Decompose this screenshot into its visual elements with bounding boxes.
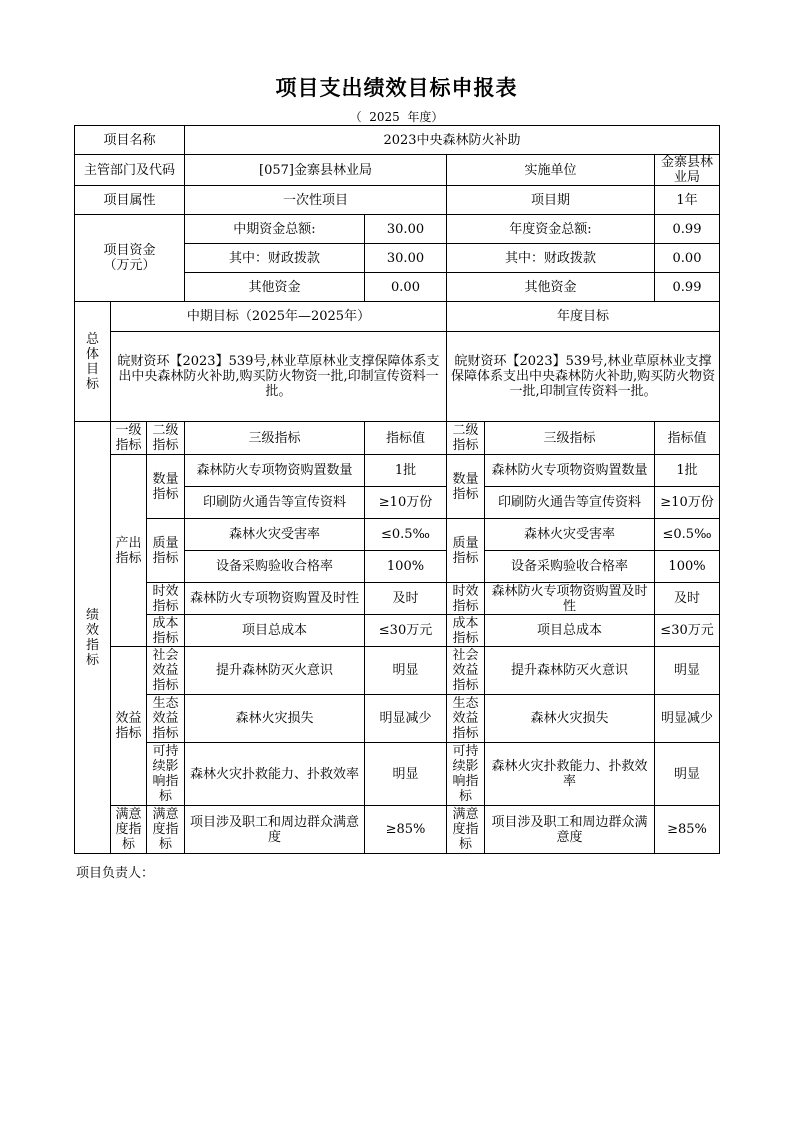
timeliness-indicator: 时效 指标 — [147, 583, 185, 615]
satisfaction-indicator: 满意 度指 标 — [147, 806, 185, 854]
indicator-value: 100% — [365, 551, 447, 583]
indicator-name: 森林防火专项物资购置数量 — [185, 455, 365, 487]
indicator-name-year: 设备采购验收合格率 — [485, 551, 655, 583]
goals-label: 总 体 目 标 — [75, 302, 111, 422]
indicators-label: 绩 效 指 标 — [75, 422, 111, 854]
form-title: 项目支出绩效目标申报表 — [275, 76, 518, 100]
indicator-value: ≤0.5‰ — [365, 519, 447, 551]
indicator-value: ≤30万元 — [365, 615, 447, 647]
impl-unit-value: 金寨县林业局 — [655, 155, 720, 186]
social-benefit-indicator: 社会 效益 指标 — [147, 647, 185, 695]
quantity-indicator: 数量 指标 — [147, 455, 185, 519]
performance-target-form — [74, 125, 720, 854]
indicator-name-year: 森林火灾损失 — [485, 695, 655, 743]
indicator-value-year: 100% — [655, 551, 720, 583]
timeliness-indicator-year: 时效 指标 — [447, 583, 485, 615]
project-name-label: 项目名称 — [75, 126, 185, 155]
project-attr-label: 项目属性 — [75, 186, 185, 215]
indicator-value-year: 明显 — [655, 743, 720, 806]
indicator-name: 项目涉及职工和周边群众满意度 — [185, 806, 365, 854]
indicator-value: 明显 — [365, 647, 447, 695]
year-total-label: 年度资金总额: — [447, 215, 655, 244]
indicator-value-year: 明显 — [655, 647, 720, 695]
level2-header: 二级 指标 — [147, 422, 185, 455]
indicator-name-year: 森林火灾受害率 — [485, 519, 655, 551]
value-header: 指标值 — [365, 422, 447, 455]
indicator-value-year: 明显减少 — [655, 695, 720, 743]
mid-fiscal-value: 30.00 — [365, 244, 447, 273]
indicator-value-year: 1批 — [655, 455, 720, 487]
year-goal-header: 年度目标 — [447, 302, 720, 332]
indicator-value: 及时 — [365, 583, 447, 615]
indicator-value: 明显 — [365, 743, 447, 806]
project-period-value: 1年 — [655, 186, 720, 215]
funds-label: 项目资金 （万元） — [75, 215, 185, 302]
sustainable-impact-indicator-year: 可持 续影 响指 标 — [447, 743, 485, 806]
level1-header: 一级 指标 — [111, 422, 147, 455]
indicator-value-year: 及时 — [655, 583, 720, 615]
indicator-name: 森林火灾受害率 — [185, 519, 365, 551]
project-period-label: 项目期 — [447, 186, 655, 215]
indicator-value-year: ≥85% — [655, 806, 720, 854]
project-leader-label: 项目负责人： — [76, 866, 155, 881]
benefit-indicator-label: 效益 指标 — [111, 647, 147, 806]
quality-indicator-year: 质量 指标 — [447, 519, 485, 583]
level3-header-year: 三级指标 — [485, 422, 655, 455]
indicator-name: 设备采购验收合格率 — [185, 551, 365, 583]
indicator-value: ≥10万份 — [365, 487, 447, 519]
indicator-value-year: ≤30万元 — [655, 615, 720, 647]
indicator-value: 明显减少 — [365, 695, 447, 743]
indicator-name-year: 提升森林防灭火意识 — [485, 647, 655, 695]
mid-fiscal-label: 其中：财政拨款 — [185, 244, 365, 273]
ecological-benefit-indicator-year: 生态 效益 指标 — [447, 695, 485, 743]
satisfaction-indicator-label: 满意 度指 标 — [111, 806, 147, 854]
indicator-name-year: 森林防火专项物资购置数量 — [485, 455, 655, 487]
indicator-name-year: 项目总成本 — [485, 615, 655, 647]
mid-total-label: 中期资金总额: — [185, 215, 365, 244]
dept-label: 主管部门及代码 — [75, 155, 185, 186]
sustainable-impact-indicator: 可持 续影 响指 标 — [147, 743, 185, 806]
output-indicator-label: 产出 指标 — [111, 455, 147, 647]
mid-other-value: 0.00 — [365, 273, 447, 302]
level2-header-year: 二级 指标 — [447, 422, 485, 455]
year-fiscal-label: 其中：财政拨款 — [447, 244, 655, 273]
mid-other-label: 其他资金 — [185, 273, 365, 302]
year-goal-text: 皖财资环【2023】539号,林业草原林业支撑保障体系支出中央森林防火补助,购买防火物资一批,印制宣传资料一批。 — [447, 332, 720, 422]
quantity-indicator-year: 数量 指标 — [447, 455, 485, 519]
year-line: （ 2025 年度） — [349, 110, 444, 124]
satisfaction-indicator-year: 满意 度指 标 — [447, 806, 485, 854]
cost-indicator: 成本 指标 — [147, 615, 185, 647]
indicator-name: 印刷防火通告等宣传资料 — [185, 487, 365, 519]
indicator-name: 森林防火专项物资购置及时性 — [185, 583, 365, 615]
mid-total-value: 30.00 — [365, 215, 447, 244]
mid-goal-text: 皖财资环【2023】539号,林业草原林业支撑保障体系支出中央森林防火补助,购买防火物资一批,印制宣传资料一批。 — [111, 332, 447, 422]
ecological-benefit-indicator: 生态 效益 指标 — [147, 695, 185, 743]
project-name-value: 2023中央森林防火补助 — [185, 126, 720, 155]
project-attr-value: 一次性项目 — [185, 186, 447, 215]
year-total-value: 0.99 — [655, 215, 720, 244]
indicator-name: 项目总成本 — [185, 615, 365, 647]
indicator-value-year: ≤0.5‰ — [655, 519, 720, 551]
year-other-label: 其他资金 — [447, 273, 655, 302]
indicator-value: 1批 — [365, 455, 447, 487]
impl-unit-label: 实施单位 — [447, 155, 655, 186]
indicator-name-year: 森林防火专项物资购置及时性 — [485, 583, 655, 615]
dept-value: [057]金寨县林业局 — [185, 155, 447, 186]
year-other-value: 0.99 — [655, 273, 720, 302]
cost-indicator-year: 成本 指标 — [447, 615, 485, 647]
indicator-value-year: ≥10万份 — [655, 487, 720, 519]
indicator-name-year: 项目涉及职工和周边群众满意度 — [485, 806, 655, 854]
indicator-name: 提升森林防灭火意识 — [185, 647, 365, 695]
value-header-year: 指标值 — [655, 422, 720, 455]
indicator-name-year: 森林火灾扑救能力、扑救效率 — [485, 743, 655, 806]
social-benefit-indicator-year: 社会 效益 指标 — [447, 647, 485, 695]
indicator-name-year: 印刷防火通告等宣传资料 — [485, 487, 655, 519]
quality-indicator: 质量 指标 — [147, 519, 185, 583]
level3-header: 三级指标 — [185, 422, 365, 455]
indicator-name: 森林火灾损失 — [185, 695, 365, 743]
mid-goal-header: 中期目标（2025年—2025年） — [111, 302, 447, 332]
indicator-value: ≥85% — [365, 806, 447, 854]
indicator-name: 森林火灾扑救能力、扑救效率 — [185, 743, 365, 806]
year-fiscal-value: 0.00 — [655, 244, 720, 273]
